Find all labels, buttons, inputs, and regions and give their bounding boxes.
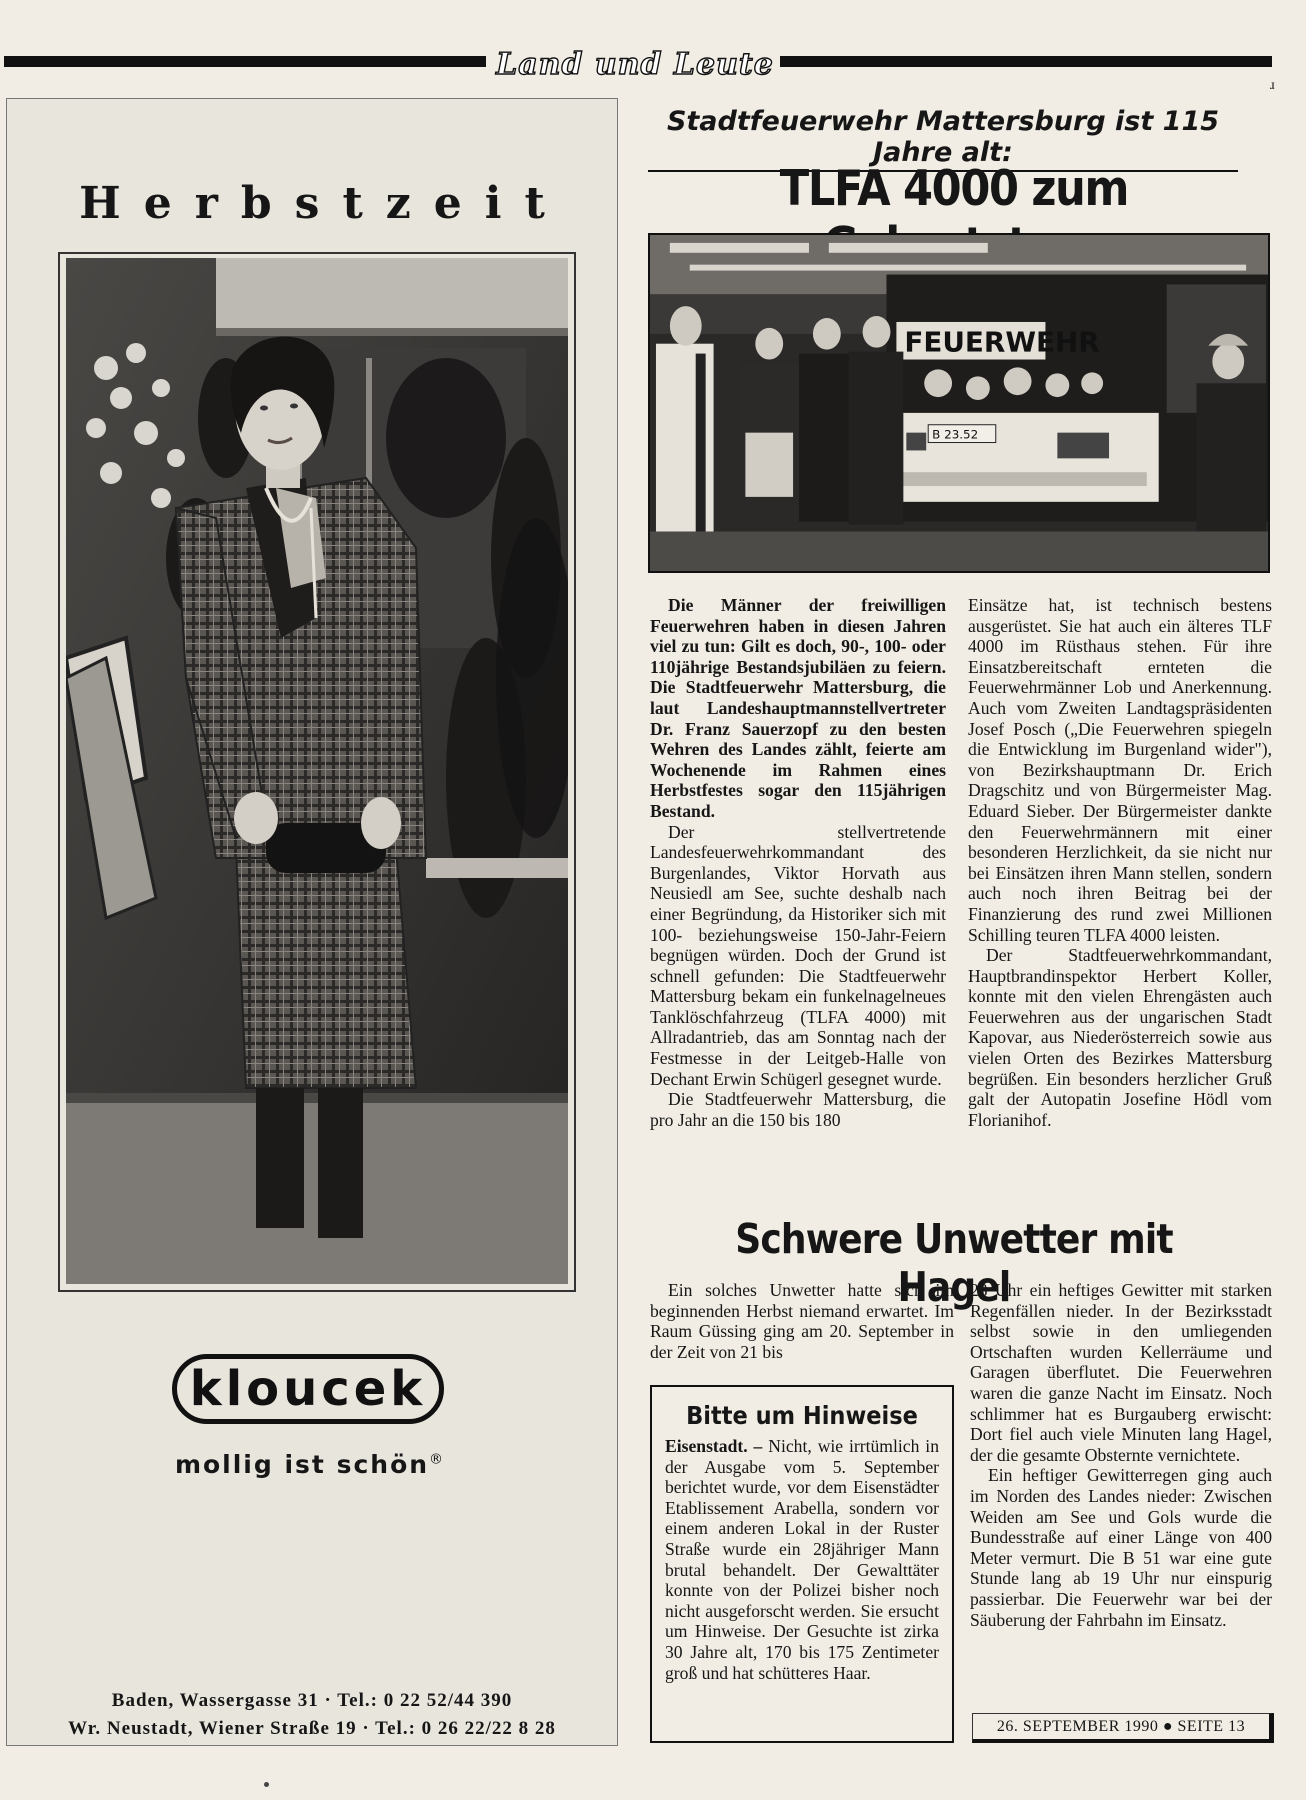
ad-photo-woman-in-plaid-suit	[66, 258, 568, 1284]
ad-title: Herbstzeit	[79, 178, 568, 229]
section-title: Land und Leute	[496, 46, 774, 82]
article2-paragraph: Ein solches Unwetter hatte sich im beginnenden Herbst niemand erwartet. Im Raum Güssing ging am 20. September in der Zeit von 21 bis	[650, 1280, 954, 1362]
article1-paragraph: Einsätze hat, ist technisch bestens ausgerüstet. Sie hat auch ein älteres TLF 4000 im Rüsthaus stehen. Für ihre Einsatzbereitschaft ernteten die Feuerwehrmänner Lob und Anerkennung. Auch vom Zweiten Landtagspräsidenten Josef Posch („Die Feuerwehren spiegeln die Entwicklung im Burgenland wider"), von Bezirkshauptmann Dr. Erich Dragschitz und von Bürgermeister Mag. Eduard Sieber. Der Bürgermeister dankte den Feuerwehrmännern mit einer besonderen Herzlichkeit, da sie nicht nur bei Einsätzen ihren Mann stellen, sondern auch noch ihren Beitrag bei der Finanzierung des rund zwei Millionen Schilling teuren TLFA 4000 leisten.	[968, 595, 1272, 945]
slogan-text: mollig ist schön	[174, 1450, 430, 1479]
article1-lead-paragraph: Die Männer der freiwilligen Feuerwehren haben in diesen Jahren viel zu tun: Gilt es doch, 90-, 100- oder 110jährige Bestandsjubiläen zu feiern. Die Stadtfeuerwehr Mattersburg, die laut Landeshauptmannstellvertreter Dr. Franz Sauerzopf zu den besten Wehren des Landes zählt, feierte am Wochenende im Rahmen eines Herbstfestes sogar den 115jährigen Bestand.	[650, 595, 946, 821]
ad-slogan	[150, 1450, 470, 1479]
print-mark	[264, 1782, 269, 1787]
article1-column-1	[650, 595, 946, 1130]
notice-text: Nicht, wie irrtümlich in der Ausgabe vom 5. September berichtet wurde, vor dem Eisenstädter Etablissement Arabella, sondern vor einem anderen Lokal in der Ruster Straße wurde ein 28jähriger Mann brutal behandelt. Der Gewalttäter konnte von der Polizei bisher noch nicht ausgeforscht werden. Sie ersucht um Hinweise. Der Gesuchte ist zirka 30 Jahre alt, 170 bis 175 Zentimeter groß und hat schütteres Haar.	[665, 1436, 939, 1683]
ad-address-wr-neustadt: Wr. Neustadt, Wiener Straße 19 · Tel.: 0 26 22/22 8 28	[68, 1718, 556, 1739]
ad-address-baden: Baden, Wassergasse 31 · Tel.: 0 22 52/44 390	[111, 1690, 513, 1711]
article2-paragraph: Ein heftiger Gewitterregen ging auch im Norden des Landes nieder: Zwischen Weiden am See und Gols wurde die Bundesstraße auf einer Länge von 400 Meter vermurt. Die B 51 war eine gute Stunde lang ab 19 Uhr nur einspurig passierbar. Die Feuerwehr war bei der Säuberung der Fahrbahn im Einsatz.	[970, 1465, 1272, 1630]
truck-plate: B 23.52	[932, 427, 979, 442]
article2-column-2	[970, 1280, 1272, 1630]
header-rule-left	[4, 56, 486, 67]
notice-dateline: Eisenstadt. –	[665, 1436, 763, 1456]
registered-mark: ®	[429, 1451, 446, 1468]
article2-column-1	[650, 1280, 954, 1362]
article1-paragraph: Der stellvertretende Landesfeuerwehrkommandant des Burgenlandes, Viktor Horvath aus Neusiedl am See, suchte deshalb nach einer Begründung, da Historiker sich mit 100- beziehungsweise 150-Jahr-Feiern begnügen würden. Doch der Grund ist schnell gefunden: Die Stadtfeuerwehr Mattersburg bekam ein funkelnagelneues Tanklöschfahrzeug (TLFA 4000) mit Allradantrieb, das am Sonntag nach der Festmesse in der Leitgeb-Halle von Dechant Erwin Schügerl gesegnet wurde.	[650, 821, 946, 1089]
article1-paragraph: Die Stadtfeuerwehr Mattersburg, die pro Jahr an die 150 bis 180	[650, 1089, 946, 1130]
article2-paragraph: 23 Uhr ein heftiges Gewitter mit starken Regenfällen nieder. In der Bezirksstadt selbst sowie in den umliegenden Ortschaften wurden Kellerräume und Garagen überflutet. Die Feuerwehren waren die ganze Nacht im Einsatz. Noch schlimmer hat es Burgauberg erwischt: Dort fiel auch viele Minuten lang Hagel, der die gesamte Obsternte vernichtete.	[970, 1280, 1272, 1465]
notice-body	[665, 1436, 939, 1683]
article1-column-2	[968, 595, 1272, 1130]
article1-paragraph: Der Stadtfeuerwehrkommandant, Hauptbrandinspektor Herbert Koller, konnte mit den vielen Ehrengästen auch Feuerwehren aus der ungarischen Stadt Kapovar, aus Niederösterreich sowie aus vielen Orten des Bezirkes Mattersburg begrüßen. Ein besonders herzlicher Gruß galt der Autopatin Josefine Hödl vom Florianihof.	[968, 945, 1272, 1130]
truck-lettering: FEUERWEHR	[904, 325, 1100, 359]
article2-headline: Schwere Unwetter mit Hagel	[735, 1215, 1173, 1311]
notice-title: Bitte um Hinweise	[686, 1401, 918, 1430]
page-footer-date: 26. SEPTEMBER 1990 ● SEITE 13	[972, 1713, 1274, 1743]
notice-box	[650, 1385, 954, 1743]
article-headline: TLFA 4000 zum	[779, 160, 1129, 217]
header-rule-right	[780, 56, 1272, 67]
news-photo-fire-truck-blessing	[648, 233, 1270, 573]
article-kicker: Stadtfeuerwehr Mattersburg ist 115 Jahre alt:	[648, 106, 1238, 172]
corner-mark: ɹ	[1270, 78, 1275, 93]
kloucek-logo: kloucek	[172, 1354, 444, 1424]
